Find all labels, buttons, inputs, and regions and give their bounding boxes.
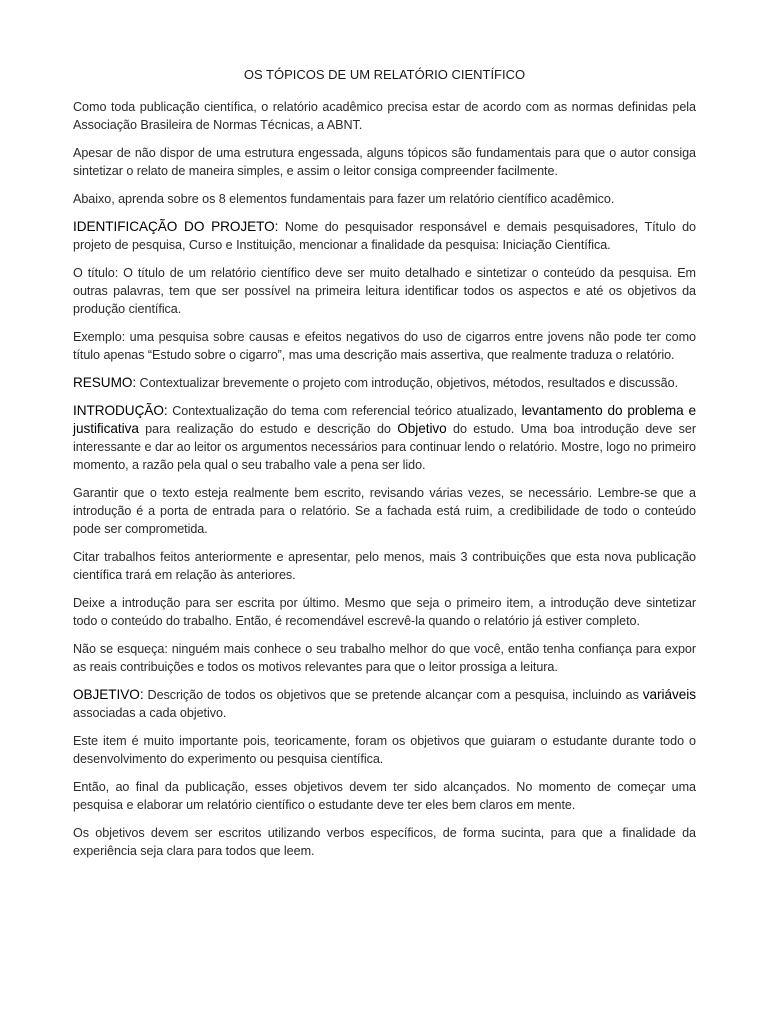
titulo-paragraph: O título: O título de um relatório científico deve ser muito detalhado e sintetizar o conteúdo da pesquisa. Em outras palavras, tem que ser possível na primeira leitura identificar todos os aspectos e até os objetivos da produção científica. [73, 266, 696, 316]
introducao-text-a: Contextualização do tema com referencial teórico atualizado, [167, 404, 522, 418]
resumo-heading: RESUMO: [73, 375, 137, 390]
objetivo-text-b: associadas a cada objetivo. [73, 706, 227, 720]
introducao-highlight-b: Objetivo [397, 421, 447, 436]
objetivo-paragraph-4: Os objetivos devem ser escritos utilizando verbos específicos, de forma sucinta, para que a finalidade da experiência seja clara para todos que leem. [73, 826, 696, 858]
identificacao-paragraph [73, 218, 696, 254]
introducao-paragraph-3: Citar trabalhos feitos anteriormente e apresentar, pelo menos, mais 3 contribuições que esta nova publicação científica trará em relação às anteriores. [73, 550, 696, 582]
introducao-paragraph-2: Garantir que o texto esteja realmente bem escrito, revisando várias vezes, se necessário. Lembre-se que a introdução é a porta de entrada para o relatório. Se a fachada está ruim, a credibilidade de todo o conteúdo pode ser comprometida. [73, 486, 696, 536]
resumo-paragraph [73, 374, 696, 392]
intro-paragraph-1: Como toda publicação científica, o relatório acadêmico precisa estar de acordo com as normas definidas pela Associação Brasileira de Normas Técnicas, a ABNT. [73, 100, 696, 132]
introducao-highlight-a: levantamento do problema e justificativa [73, 403, 696, 436]
introducao-paragraph-4: Deixe a introdução para ser escrita por último. Mesmo que seja o primeiro item, a introdução deve sintetizar todo o conteúdo do trabalho. Então, é recomendável escrevê-la quando o relatório já estiver completo. [73, 596, 696, 628]
intro-paragraph-2: Apesar de não dispor de uma estrutura engessada, alguns tópicos são fundamentais para que o autor consiga sintetizar o relato de maneira simples, e assim o leitor consiga compreender facilmente. [73, 146, 696, 178]
introducao-paragraph-5: Não se esqueça: ninguém mais conhece o seu trabalho melhor do que você, então tenha confiança para expor as reais contribuições e todos os motivos relevantes para que o leitor prossiga a leitura. [73, 642, 696, 674]
objetivo-paragraph-3: Então, ao final da publicação, esses objetivos devem ter sido alcançados. No momento de começar uma pesquisa e elaborar um relatório científico o estudante deve ter eles bem claros em mente. [73, 780, 696, 812]
introducao-text-b: para realização do estudo e descrição do [138, 422, 398, 436]
objetivo-paragraph [73, 686, 696, 722]
resumo-text: Contextualizar brevemente o projeto com introdução, objetivos, métodos, resultados e discussão. [136, 376, 679, 390]
objetivo-highlight: variáveis [642, 687, 696, 702]
introducao-paragraph [73, 402, 696, 474]
intro-paragraph-3: Abaixo, aprenda sobre os 8 elementos fundamentais para fazer um relatório científico acadêmico. [73, 192, 615, 206]
objetivo-paragraph-2: Este item é muito importante pois, teoricamente, foram os objetivos que guiaram o estudante durante todo o desenvolvimento do experimento ou pesquisa científica. [73, 734, 696, 766]
objetivo-text-a: Descrição de todos os objetivos que se pretende alcançar com a pesquisa, incluindo as [143, 688, 643, 702]
identificacao-heading: IDENTIFICAÇÃO DO PROJETO: [73, 219, 279, 234]
objetivo-heading: OBJETIVO: [73, 687, 144, 702]
exemplo-paragraph: Exemplo: uma pesquisa sobre causas e efeitos negativos do uso de cigarros entre jovens não pode ter como título apenas “Estudo sobre o cigarro”, mas uma descrição mais assertiva, que realmente traduza o relatório. [73, 330, 696, 362]
introducao-heading: INTRODUÇÃO: [73, 403, 168, 418]
document-title: OS TÓPICOS DE UM RELATÓRIO CIENTÍFICO [243, 67, 526, 82]
identificacao-text: Nome do pesquisador responsável e demais pesquisadores, Título do projeto de pesquisa, Curso e Instituição, mencionar a finalidade da pesquisa: Iniciação Científica. [73, 220, 696, 252]
introducao-text-c: do estudo. Uma boa introdução deve ser interessante e dar ao leitor os argumentos necessários para continuar lendo o relatório. Mostre, logo no primeiro momento, a razão pela qual o seu trabalho vale a pena ser lido. [73, 422, 696, 472]
